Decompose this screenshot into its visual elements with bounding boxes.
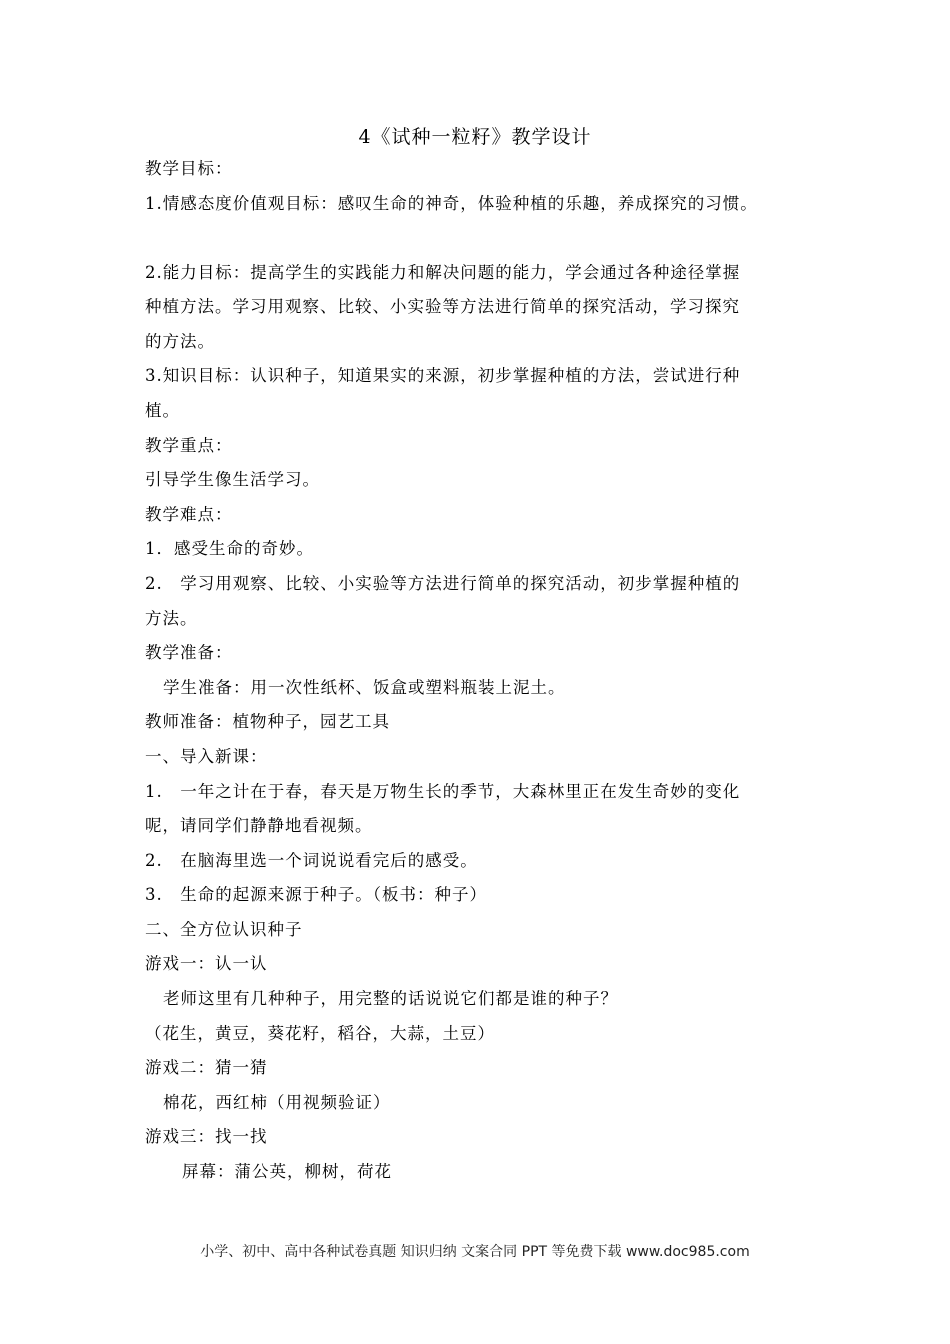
heading-key-points: 教学重点： bbox=[145, 435, 233, 455]
game-3-heading: 游戏三：找一找 bbox=[145, 1127, 268, 1147]
goal-knowledge-line-2: 植。 bbox=[145, 400, 180, 420]
heading-preparation: 教学准备： bbox=[145, 643, 233, 663]
goal-ability-line-2: 种植方法。学习用观察、比较、小实验等方法进行简单的探究活动，学习探究 bbox=[145, 297, 740, 317]
game-3-content: 屏幕：蒲公英，柳树，荷花 bbox=[182, 1162, 392, 1182]
key-point-text: 引导学生像生活学习。 bbox=[145, 470, 320, 490]
game-2-content: 棉花，西红柿（用视频验证） bbox=[163, 1092, 391, 1112]
game-2-heading: 游戏二：猜一猜 bbox=[145, 1058, 268, 1078]
goal-ability-line-3: 的方法。 bbox=[145, 331, 215, 351]
game-1-prompt: 老师这里有几种种子，用完整的话说说它们都是谁的种子？ bbox=[163, 989, 618, 1009]
intro-step-1-line-1: 1. 一年之计在于春，春天是万物生长的季节，大森林里正在发生奇妙的变化 bbox=[145, 781, 741, 801]
difficulty-2-line-1: 2. 学习用观察、比较、小实验等方法进行简单的探究活动，初步掌握种植的 bbox=[145, 573, 741, 593]
goal-emotion: 1.情感态度价值观目标：感叹生命的神奇，体验种植的乐趣，养成探究的习惯。 bbox=[145, 193, 758, 213]
intro-step-2: 2. 在脑海里选一个词说说看完后的感受。 bbox=[145, 850, 478, 870]
heading-teaching-goals: 教学目标： bbox=[145, 159, 233, 178]
intro-step-3: 3. 生命的起源来源于种子。（板书：种子） bbox=[145, 885, 487, 905]
difficulty-2-line-2: 方法。 bbox=[145, 608, 198, 628]
intro-step-1-line-2: 呢，请同学们静静地看视频。 bbox=[145, 816, 373, 836]
section-know-seeds: 二、全方位认识种子 bbox=[145, 919, 303, 939]
document-title: 4《试种一粒籽》教学设计 bbox=[358, 126, 592, 148]
goal-knowledge-line-1: 3.知识目标：认识种子，知道果实的来源，初步掌握种植的方法，尝试进行种 bbox=[145, 366, 741, 386]
teacher-preparation: 教师准备：植物种子，园艺工具 bbox=[145, 712, 390, 732]
goal-ability-line-1: 2.能力目标：提高学生的实践能力和解决问题的能力，学会通过各种途径掌握 bbox=[145, 262, 741, 282]
game-1-seed-list: （花生，黄豆，葵花籽，稻谷，大蒜，土豆） bbox=[145, 1023, 495, 1043]
difficulty-1: 1．感受生命的奇妙。 bbox=[145, 539, 314, 559]
page-footer: 小学、初中、高中各种试卷真题 知识归纳 文案合同 PPT 等免费下载 www.doc985.com bbox=[200, 1244, 750, 1260]
heading-difficulties: 教学难点： bbox=[145, 504, 233, 524]
game-1-heading: 游戏一：认一认 bbox=[145, 954, 268, 974]
section-introduction: 一、导入新课： bbox=[145, 746, 268, 766]
document-body bbox=[145, 152, 825, 1190]
student-preparation: 学生准备：用一次性纸杯、饭盒或塑料瓶装上泥土。 bbox=[163, 677, 566, 697]
